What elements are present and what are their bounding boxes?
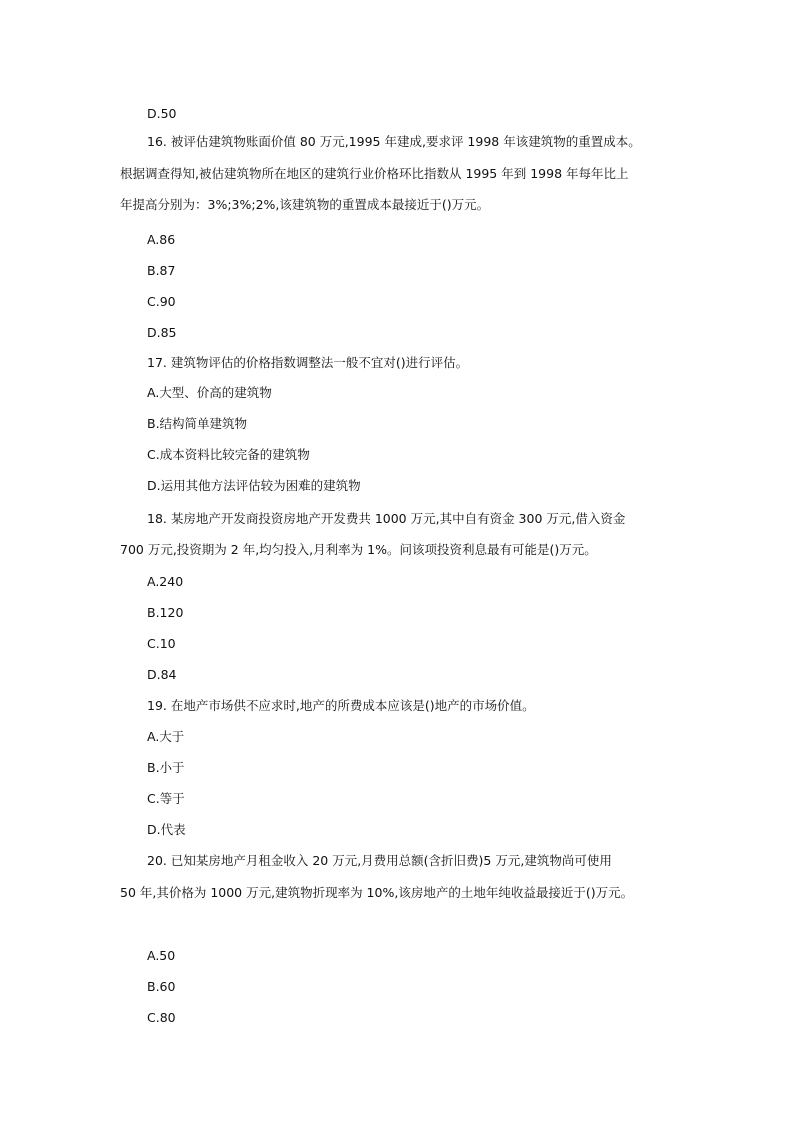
question-20-text: 50 年,其价格为 1000 万元,建筑物折现率为 10%,该房地产的土地年纯收益最接近于()万元。 xyxy=(120,885,634,900)
option: A.240 xyxy=(147,574,184,589)
question-18-text: 18. 某房地产开发商投资房地产开发费共 1000 万元,其中自有资金 300 万元,借入资金 xyxy=(147,511,626,526)
option: C.等于 xyxy=(147,791,185,806)
option: C.10 xyxy=(147,636,176,651)
option: C.80 xyxy=(147,1010,176,1025)
question-20-text: 20. 已知某房地产月租金收入 20 万元,月费用总额(含折旧费)5 万元,建筑物尚可使用 xyxy=(147,853,612,868)
option: A.大型、价高的建筑物 xyxy=(147,385,272,400)
question-19-text: 19. 在地产市场供不应求时,地产的所费成本应该是()地产的市场价值。 xyxy=(147,698,535,713)
question-18-text: 700 万元,投资期为 2 年,均匀投入,月利率为 1%。问该项投资利息最有可能是()万元。 xyxy=(120,542,597,557)
option: C.成本资料比较完备的建筑物 xyxy=(147,447,310,462)
option: D.代表 xyxy=(147,822,186,837)
option: B.结构简单建筑物 xyxy=(147,416,248,431)
option: B.60 xyxy=(147,979,176,994)
option: B.小于 xyxy=(147,760,185,775)
option: D.运用其他方法评估较为困难的建筑物 xyxy=(147,478,361,493)
option: D.50 xyxy=(147,106,177,121)
option: A.50 xyxy=(147,948,176,963)
option: A.86 xyxy=(147,232,176,247)
option: D.85 xyxy=(147,325,177,340)
option: C.90 xyxy=(147,294,176,309)
question-16-text: 16. 被评估建筑物账面价值 80 万元,1995 年建成,要求评 1998 年该建筑物的重置成本。 xyxy=(147,134,641,149)
option: B.120 xyxy=(147,605,184,620)
option: B.87 xyxy=(147,263,176,278)
question-17-text: 17. 建筑物评估的价格指数调整法一般不宜对()进行评估。 xyxy=(147,355,469,370)
question-16-text: 年提高分别为：3%;3%;2%,该建筑物的重置成本最接近于()万元。 xyxy=(120,197,490,212)
option: D.84 xyxy=(147,667,177,682)
option: A.大于 xyxy=(147,729,185,744)
question-16-text: 根据调查得知,被估建筑物所在地区的建筑行业价格环比指数从 1995 年到 1998 年每年比上 xyxy=(120,166,629,181)
